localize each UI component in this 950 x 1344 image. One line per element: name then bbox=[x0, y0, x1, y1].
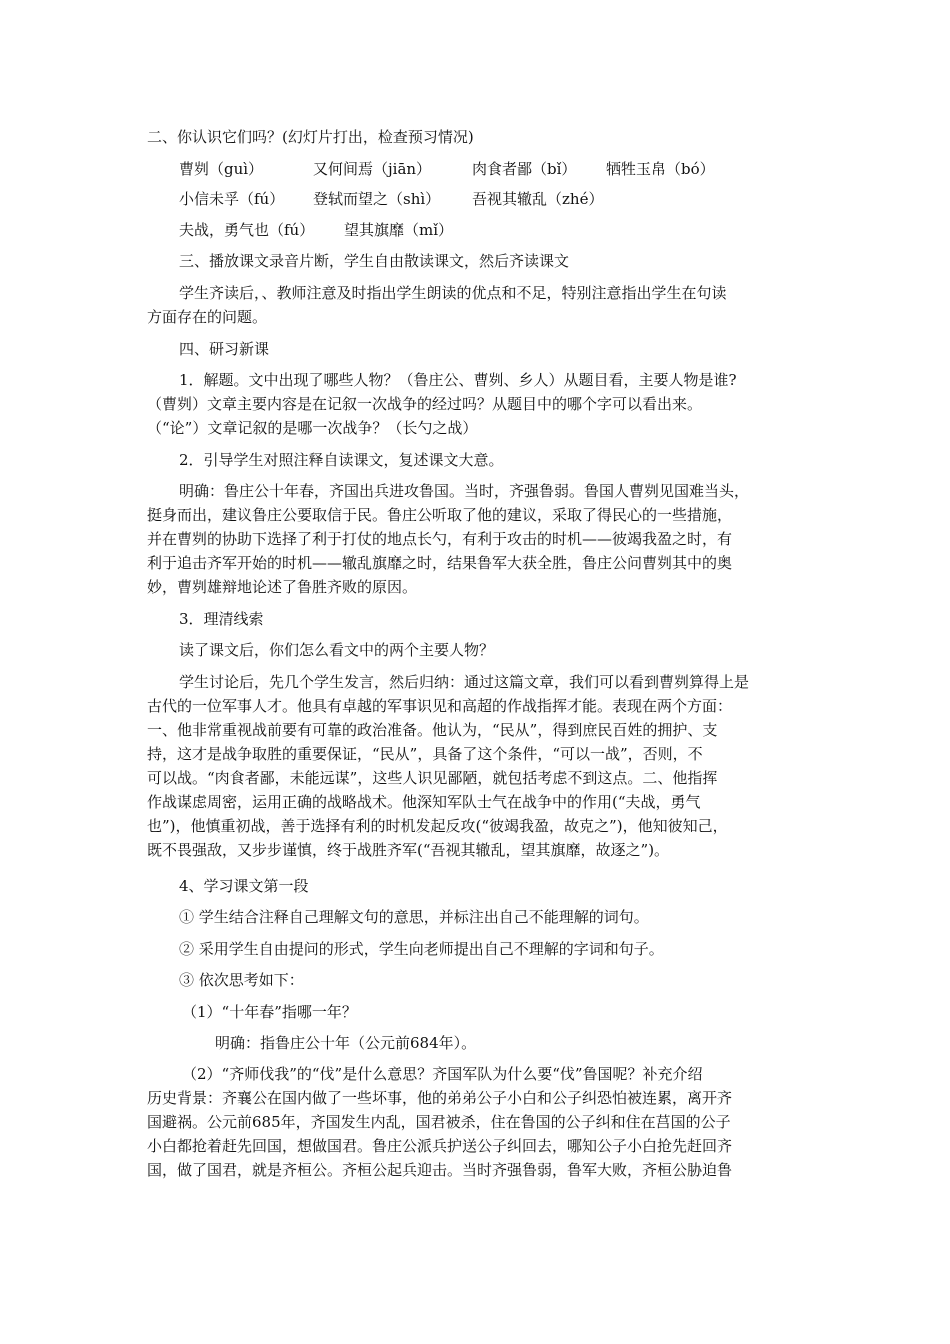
paragraph-line: 一、他非常重视战前要有可靠的政治准备。他认为，“民从”，得到庶民百姓的拥护、支 bbox=[147, 721, 718, 739]
pinyin-entry: 登轼而望之（shì） bbox=[313, 190, 441, 208]
paragraph-line: 古代的一位军事人才。他具有卓越的军事识见和高超的作战指挥才能。表现在两个方面： bbox=[147, 697, 733, 715]
pinyin-entry: 肉食者鄙（bǐ） bbox=[472, 160, 577, 178]
answer-line: 明确：指鲁庄公十年（公元前684年）。 bbox=[215, 1034, 477, 1052]
pinyin-entry: 又何间焉（jiān） bbox=[313, 160, 432, 178]
section-heading: 四、研习新课 bbox=[179, 340, 270, 358]
paragraph-line: 并在曹刿的协助下选择了利于打仗的地点长勺，有利于攻击的时机——彼竭我盈之时，有 bbox=[147, 530, 733, 548]
paragraph-line: 妙，曹刿雄辩地论述了鲁胜齐败的原因。 bbox=[147, 578, 418, 596]
section-heading: 三、播放课文录音片断，学生自由散读课文，然后齐读课文 bbox=[179, 252, 570, 270]
paragraph-line: 3．理清线索 bbox=[179, 610, 264, 628]
paragraph-line: （“论”）文章记叙的是哪一次战争？（长勺之战） bbox=[147, 419, 478, 437]
paragraph-line: （2）“齐师伐我”的“伐”是什么意思？齐国军队为什么要“伐”鲁国呢？补充介绍 bbox=[182, 1065, 703, 1083]
pinyin-entry: 牺牲玉帛（bó） bbox=[606, 160, 715, 178]
paragraph-line: 既不畏强敌，又步步谨慎，终于战胜齐军(“吾视其辙乱，望其旗靡，故逐之”)。 bbox=[147, 841, 670, 859]
pinyin-entry: 小信未孚（fú） bbox=[179, 190, 285, 208]
paragraph-line: 利于追击齐军开始的时机——辙乱旗靡之时，结果鲁军大获全胜，鲁庄公问曹刿其中的奥 bbox=[147, 554, 733, 572]
paragraph-line: 4、学习课文第一段 bbox=[179, 877, 309, 895]
pinyin-entry: 夫战，勇气也（fú） bbox=[179, 221, 315, 239]
step-item: ① 学生结合注释自己理解文句的意思，并标注出自己不能理解的词句。 bbox=[179, 908, 649, 926]
paragraph-line: 国避祸。公元前685年，齐国发生内乱，国君被杀，住在鲁国的公子纠和住在莒国的公子 bbox=[147, 1113, 731, 1131]
paragraph-line: 明确：鲁庄公十年春，齐国出兵进攻鲁国。当时，齐强鲁弱。鲁国人曹刿见国难当头， bbox=[179, 482, 750, 500]
step-item: ③ 依次思考如下： bbox=[179, 971, 304, 989]
paragraph-line: 2．引导学生对照注释自读课文，复述课文大意。 bbox=[179, 451, 504, 469]
paragraph-line: 也”)，他慎重初战，善于选择有利的时机发起反攻(“彼竭我盈，故克之”)，他知彼知己， bbox=[147, 817, 728, 835]
paragraph-line: 读了课文后，你们怎么看文中的两个主要人物？ bbox=[179, 641, 495, 659]
paragraph-line: 作战谋虑周密，运用正确的战略战术。他深知军队士气在战争中的作用(“夫战，勇气 bbox=[147, 793, 701, 811]
pinyin-entry: 曹刿（guì） bbox=[179, 160, 264, 178]
section-heading: 二、你认识它们吗？(幻灯片打出，检查预习情况) bbox=[147, 128, 474, 146]
paragraph-line: 可以战。“肉食者鄙，未能远谋”，这些人识见鄙陋，就包括考虑不到这点。二、他指挥 bbox=[147, 769, 718, 787]
paragraph-line: 方面存在的问题。 bbox=[147, 308, 268, 326]
paragraph-line: 1．解题。文中出现了哪些人物？（鲁庄公、曹刿、乡人）从题目看，主要人物是谁? bbox=[179, 371, 737, 389]
paragraph-line: 小白都抢着赶先回国，想做国君。鲁庄公派兵护送公子纠回去，哪知公子小白抢先赶回齐 bbox=[147, 1137, 733, 1155]
paragraph-line: （曹刿）文章主要内容是在记叙一次战争的经过吗？从题目中的哪个字可以看出来。 bbox=[147, 395, 703, 413]
paragraph-line: 学生讨论后，先几个学生发言，然后归纳：通过这篇文章，我们可以看到曹刿算得上是 bbox=[179, 673, 750, 691]
pinyin-entry: 吾视其辙乱（zhé） bbox=[472, 190, 604, 208]
question-line: （1）“十年春”指哪一年？ bbox=[182, 1003, 357, 1021]
paragraph-line: 学生齐读后，、教师注意及时指出学生朗读的优点和不足，特别注意指出学生在句读 bbox=[179, 284, 727, 302]
step-item: ② 采用学生自由提问的形式，学生向老师提出自己不理解的字词和句子。 bbox=[179, 940, 664, 958]
paragraph-line: 挺身而出，建议鲁庄公要取信于民。鲁庄公听取了他的建议，采取了得民心的一些措施， bbox=[147, 506, 733, 524]
paragraph-line: 国，做了国君，就是齐桓公。齐桓公起兵迎击。当时齐强鲁弱，鲁军大败，齐桓公胁迫鲁 bbox=[147, 1161, 733, 1179]
paragraph-line: 持，这才是战争取胜的重要保证，“民从”，具备了这个条件，“可以一战”，否则，不 bbox=[147, 745, 703, 763]
paragraph-line: 历史背景：齐襄公在国内做了一些坏事，他的弟弟公子小白和公子纠恐怕被连累，离开齐 bbox=[147, 1089, 733, 1107]
pinyin-entry: 望其旗靡（mǐ） bbox=[344, 221, 454, 239]
